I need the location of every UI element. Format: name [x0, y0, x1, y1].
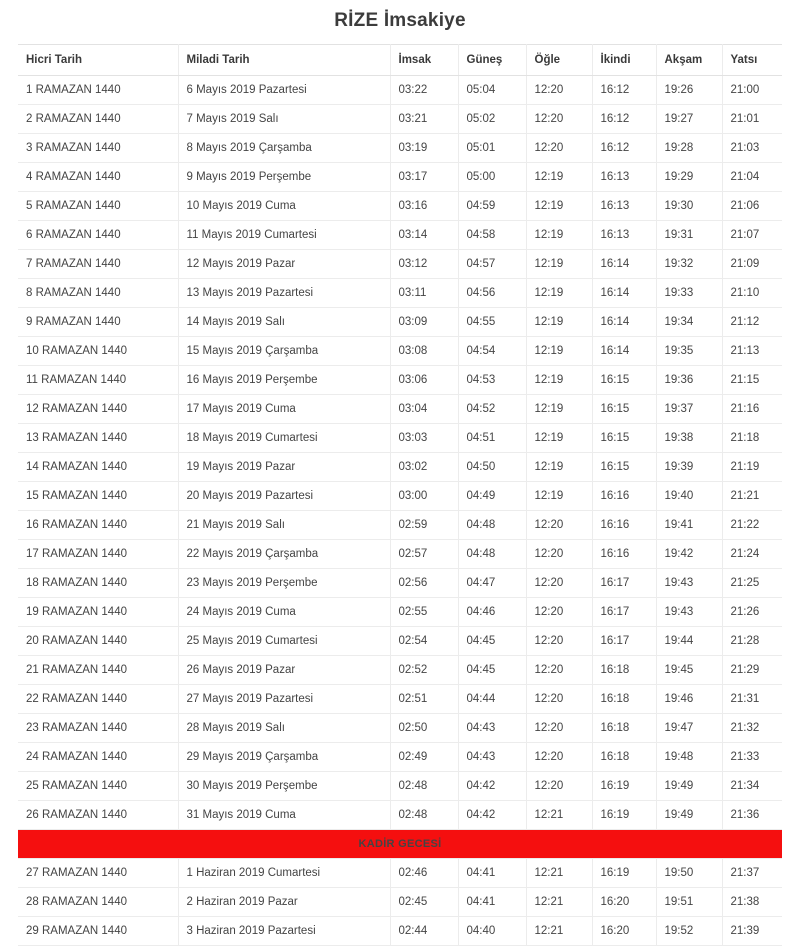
table-cell: 6 RAMAZAN 1440 [18, 221, 178, 250]
table-cell: 16:18 [592, 743, 656, 772]
table-cell: 2 Haziran 2019 Pazar [178, 888, 390, 917]
table-cell: 16:18 [592, 714, 656, 743]
table-cell: 19:38 [656, 424, 722, 453]
table-cell: 21:19 [722, 453, 782, 482]
table-cell: 03:02 [390, 453, 458, 482]
table-cell: 12:19 [526, 308, 592, 337]
table-cell: 20 Mayıs 2019 Pazartesi [178, 482, 390, 511]
table-cell: 19:43 [656, 598, 722, 627]
page-title: RİZE İmsakiye [334, 10, 466, 31]
table-cell: 28 Mayıs 2019 Salı [178, 714, 390, 743]
table-row [18, 482, 782, 511]
table-row [18, 598, 782, 627]
table-row [18, 192, 782, 221]
table-cell: 21:37 [722, 859, 782, 888]
table-row [18, 772, 782, 801]
table-cell: 19:39 [656, 453, 722, 482]
table-cell: 04:48 [458, 511, 526, 540]
table-cell: 16:16 [592, 482, 656, 511]
column-header-aksam: Akşam [656, 45, 722, 76]
table-row [18, 685, 782, 714]
table-cell: 12:20 [526, 76, 592, 105]
table-cell: 12:19 [526, 221, 592, 250]
table-cell: 16:17 [592, 627, 656, 656]
table-cell: 03:17 [390, 163, 458, 192]
table-cell: 21:10 [722, 279, 782, 308]
table-cell: 02:46 [390, 859, 458, 888]
table-cell: 4 RAMAZAN 1440 [18, 163, 178, 192]
table-cell: 12:20 [526, 772, 592, 801]
table-cell: 16:14 [592, 308, 656, 337]
table-cell: 19:36 [656, 366, 722, 395]
table-cell: 19:35 [656, 337, 722, 366]
table-cell: 3 RAMAZAN 1440 [18, 134, 178, 163]
table-cell: 16:19 [592, 801, 656, 830]
table-cell: 31 Mayıs 2019 Cuma [178, 801, 390, 830]
table-cell: 21 Mayıs 2019 Salı [178, 511, 390, 540]
table-row [18, 569, 782, 598]
table-cell: 16:20 [592, 917, 656, 946]
table-cell: 16:14 [592, 250, 656, 279]
table-cell: 16:17 [592, 598, 656, 627]
table-row [18, 163, 782, 192]
column-header-ikindi: İkindi [592, 45, 656, 76]
table-cell: 12:19 [526, 395, 592, 424]
table-row [18, 801, 782, 830]
table-cell: 19:40 [656, 482, 722, 511]
table-cell: 19:32 [656, 250, 722, 279]
table-cell: 12:20 [526, 598, 592, 627]
table-cell: 16 Mayıs 2019 Perşembe [178, 366, 390, 395]
table-cell: 12:20 [526, 569, 592, 598]
table-cell: 19:31 [656, 221, 722, 250]
table-cell: 16:12 [592, 76, 656, 105]
table-cell: 19:48 [656, 743, 722, 772]
table-cell: 12:19 [526, 424, 592, 453]
table-cell: 12:20 [526, 714, 592, 743]
table-cell: 16:13 [592, 163, 656, 192]
table-cell: 02:50 [390, 714, 458, 743]
table-cell: 16:12 [592, 105, 656, 134]
table-row [18, 105, 782, 134]
table-cell: 27 RAMAZAN 1440 [18, 859, 178, 888]
table-cell: 02:48 [390, 801, 458, 830]
table-cell: 02:44 [390, 917, 458, 946]
table-cell: 8 Mayıs 2019 Çarşamba [178, 134, 390, 163]
table-cell: 11 RAMAZAN 1440 [18, 366, 178, 395]
table-cell: 04:46 [458, 598, 526, 627]
table-cell: 21:16 [722, 395, 782, 424]
table-cell: 10 RAMAZAN 1440 [18, 337, 178, 366]
table-cell: 12:19 [526, 279, 592, 308]
table-cell: 17 RAMAZAN 1440 [18, 540, 178, 569]
table-cell: 21:03 [722, 134, 782, 163]
table-row [18, 627, 782, 656]
table-cell: 04:52 [458, 395, 526, 424]
table-cell: 16:15 [592, 366, 656, 395]
table-cell: 29 Mayıs 2019 Çarşamba [178, 743, 390, 772]
table-cell: 19:44 [656, 627, 722, 656]
table-cell: 16:14 [592, 279, 656, 308]
table-cell: 18 RAMAZAN 1440 [18, 569, 178, 598]
table-cell: 04:53 [458, 366, 526, 395]
imsakiye-table [18, 44, 782, 946]
table-cell: 03:03 [390, 424, 458, 453]
table-cell: 12:19 [526, 337, 592, 366]
table-cell: 10 Mayıs 2019 Cuma [178, 192, 390, 221]
table-row [18, 221, 782, 250]
table-cell: 04:40 [458, 917, 526, 946]
table-cell: 19:27 [656, 105, 722, 134]
table-cell: 04:41 [458, 859, 526, 888]
table-cell: 02:57 [390, 540, 458, 569]
table-cell: 16:19 [592, 772, 656, 801]
table-cell: 19:52 [656, 917, 722, 946]
table-cell: 21:00 [722, 76, 782, 105]
table-cell: 16:12 [592, 134, 656, 163]
table-cell: 04:54 [458, 337, 526, 366]
table-cell: 19:26 [656, 76, 722, 105]
table-cell: 16:19 [592, 859, 656, 888]
table-cell: 15 Mayıs 2019 Çarşamba [178, 337, 390, 366]
table-cell: 28 RAMAZAN 1440 [18, 888, 178, 917]
table-cell: 12 RAMAZAN 1440 [18, 395, 178, 424]
table-cell: 12:20 [526, 685, 592, 714]
table-cell: 19 RAMAZAN 1440 [18, 598, 178, 627]
table-row [18, 511, 782, 540]
table-cell: 02:45 [390, 888, 458, 917]
table-cell: 02:48 [390, 772, 458, 801]
table-cell: 19:34 [656, 308, 722, 337]
table-cell: 12:19 [526, 366, 592, 395]
table-cell: 04:48 [458, 540, 526, 569]
table-cell: 12:20 [526, 105, 592, 134]
table-cell: 16:15 [592, 424, 656, 453]
table-cell: 16:16 [592, 511, 656, 540]
table-cell: 21:22 [722, 511, 782, 540]
column-header-ogle: Öğle [526, 45, 592, 76]
table-cell: 13 RAMAZAN 1440 [18, 424, 178, 453]
kadir-gecesi-label: KADİR GECESİ [18, 830, 782, 859]
table-cell: 30 Mayıs 2019 Perşembe [178, 772, 390, 801]
table-cell: 7 Mayıs 2019 Salı [178, 105, 390, 134]
table-cell: 21:06 [722, 192, 782, 221]
table-cell: 04:50 [458, 453, 526, 482]
table-row [18, 540, 782, 569]
table-row [18, 714, 782, 743]
table-cell: 17 Mayıs 2019 Cuma [178, 395, 390, 424]
table-cell: 12:19 [526, 250, 592, 279]
kadir-gecesi-row [18, 830, 782, 859]
table-cell: 02:51 [390, 685, 458, 714]
table-cell: 21:12 [722, 308, 782, 337]
table-cell: 02:56 [390, 569, 458, 598]
table-cell: 11 Mayıs 2019 Cumartesi [178, 221, 390, 250]
table-cell: 21:25 [722, 569, 782, 598]
table-cell: 04:55 [458, 308, 526, 337]
table-cell: 16:17 [592, 569, 656, 598]
table-cell: 04:41 [458, 888, 526, 917]
table-row [18, 917, 782, 946]
table-cell: 29 RAMAZAN 1440 [18, 917, 178, 946]
table-cell: 12:21 [526, 917, 592, 946]
table-cell: 04:43 [458, 714, 526, 743]
table-cell: 16:18 [592, 685, 656, 714]
table-cell: 25 Mayıs 2019 Cumartesi [178, 627, 390, 656]
table-cell: 19:43 [656, 569, 722, 598]
table-cell: 19:29 [656, 163, 722, 192]
table-row [18, 250, 782, 279]
table-cell: 1 RAMAZAN 1440 [18, 76, 178, 105]
table-cell: 04:59 [458, 192, 526, 221]
table-row [18, 366, 782, 395]
table-cell: 19:49 [656, 772, 722, 801]
table-cell: 04:45 [458, 627, 526, 656]
table-cell: 21:18 [722, 424, 782, 453]
table-cell: 25 RAMAZAN 1440 [18, 772, 178, 801]
table-cell: 02:54 [390, 627, 458, 656]
table-cell: 21:15 [722, 366, 782, 395]
table-cell: 03:12 [390, 250, 458, 279]
table-cell: 26 RAMAZAN 1440 [18, 801, 178, 830]
table-cell: 9 Mayıs 2019 Perşembe [178, 163, 390, 192]
table-cell: 04:45 [458, 656, 526, 685]
table-cell: 23 RAMAZAN 1440 [18, 714, 178, 743]
table-cell: 03:21 [390, 105, 458, 134]
table-cell: 03:14 [390, 221, 458, 250]
table-cell: 21:39 [722, 917, 782, 946]
table-cell: 12:21 [526, 801, 592, 830]
column-header-yatsi: Yatsı [722, 45, 782, 76]
table-header [18, 45, 782, 76]
table-cell: 21:33 [722, 743, 782, 772]
table-cell: 19:45 [656, 656, 722, 685]
table-row [18, 279, 782, 308]
table-cell: 19:30 [656, 192, 722, 221]
table-cell: 19:49 [656, 801, 722, 830]
table-cell: 19:50 [656, 859, 722, 888]
table-cell: 19:33 [656, 279, 722, 308]
table-cell: 05:02 [458, 105, 526, 134]
table-cell: 21:34 [722, 772, 782, 801]
table-cell: 02:59 [390, 511, 458, 540]
table-row [18, 76, 782, 105]
table-cell: 23 Mayıs 2019 Perşembe [178, 569, 390, 598]
table-cell: 16:13 [592, 221, 656, 250]
table-header-row [18, 45, 782, 76]
table-body [18, 76, 782, 946]
table-cell: 22 RAMAZAN 1440 [18, 685, 178, 714]
table-cell: 03:19 [390, 134, 458, 163]
table-row [18, 656, 782, 685]
table-cell: 05:04 [458, 76, 526, 105]
table-cell: 16:15 [592, 453, 656, 482]
table-cell: 26 Mayıs 2019 Pazar [178, 656, 390, 685]
table-cell: 02:52 [390, 656, 458, 685]
table-cell: 24 RAMAZAN 1440 [18, 743, 178, 772]
table-cell: 03:22 [390, 76, 458, 105]
table-row [18, 743, 782, 772]
table-cell: 04:42 [458, 772, 526, 801]
table-cell: 12:20 [526, 656, 592, 685]
table-cell: 05:00 [458, 163, 526, 192]
table-cell: 22 Mayıs 2019 Çarşamba [178, 540, 390, 569]
table-cell: 3 Haziran 2019 Pazartesi [178, 917, 390, 946]
table-cell: 19:37 [656, 395, 722, 424]
table-cell: 21:01 [722, 105, 782, 134]
table-cell: 16:20 [592, 888, 656, 917]
table-cell: 12:19 [526, 163, 592, 192]
table-cell: 21 RAMAZAN 1440 [18, 656, 178, 685]
table-cell: 21:07 [722, 221, 782, 250]
table-cell: 5 RAMAZAN 1440 [18, 192, 178, 221]
table-cell: 21:24 [722, 540, 782, 569]
table-cell: 2 RAMAZAN 1440 [18, 105, 178, 134]
table-cell: 03:00 [390, 482, 458, 511]
table-cell: 03:04 [390, 395, 458, 424]
table-cell: 03:11 [390, 279, 458, 308]
table-row [18, 134, 782, 163]
table-cell: 12:19 [526, 192, 592, 221]
table-cell: 16:16 [592, 540, 656, 569]
table-cell: 8 RAMAZAN 1440 [18, 279, 178, 308]
column-header-gunes: Güneş [458, 45, 526, 76]
table-cell: 21:38 [722, 888, 782, 917]
table-cell: 14 Mayıs 2019 Salı [178, 308, 390, 337]
table-cell: 04:42 [458, 801, 526, 830]
table-cell: 02:55 [390, 598, 458, 627]
table-cell: 02:49 [390, 743, 458, 772]
table-cell: 04:44 [458, 685, 526, 714]
table-cell: 04:58 [458, 221, 526, 250]
table-cell: 24 Mayıs 2019 Cuma [178, 598, 390, 627]
table-cell: 12:19 [526, 482, 592, 511]
table-cell: 03:06 [390, 366, 458, 395]
table-cell: 03:08 [390, 337, 458, 366]
table-cell: 12:20 [526, 134, 592, 163]
table-cell: 04:43 [458, 743, 526, 772]
table-cell: 21:29 [722, 656, 782, 685]
table-cell: 12:21 [526, 859, 592, 888]
table-cell: 21:04 [722, 163, 782, 192]
table-cell: 19:42 [656, 540, 722, 569]
table-cell: 03:16 [390, 192, 458, 221]
table-cell: 04:47 [458, 569, 526, 598]
table-cell: 16:15 [592, 395, 656, 424]
table-cell: 16:13 [592, 192, 656, 221]
table-cell: 7 RAMAZAN 1440 [18, 250, 178, 279]
table-cell: 13 Mayıs 2019 Pazartesi [178, 279, 390, 308]
table-cell: 21:28 [722, 627, 782, 656]
table-cell: 14 RAMAZAN 1440 [18, 453, 178, 482]
table-cell: 04:57 [458, 250, 526, 279]
table-cell: 21:32 [722, 714, 782, 743]
table-row [18, 395, 782, 424]
table-cell: 21:26 [722, 598, 782, 627]
table-cell: 21:09 [722, 250, 782, 279]
table-row [18, 888, 782, 917]
table-cell: 19:46 [656, 685, 722, 714]
table-cell: 19 Mayıs 2019 Pazar [178, 453, 390, 482]
table-cell: 12 Mayıs 2019 Pazar [178, 250, 390, 279]
table-row [18, 424, 782, 453]
column-header-miladi-tarih: Miladi Tarih [178, 45, 390, 76]
table-cell: 12:21 [526, 888, 592, 917]
table-cell: 21:36 [722, 801, 782, 830]
table-cell: 18 Mayıs 2019 Cumartesi [178, 424, 390, 453]
table-cell: 12:20 [526, 627, 592, 656]
column-header-hicri-tarih: Hicri Tarih [18, 45, 178, 76]
table-cell: 04:51 [458, 424, 526, 453]
table-cell: 15 RAMAZAN 1440 [18, 482, 178, 511]
table-cell: 04:49 [458, 482, 526, 511]
table-row [18, 308, 782, 337]
table-cell: 12:20 [526, 511, 592, 540]
table-cell: 16:18 [592, 656, 656, 685]
table-cell: 19:47 [656, 714, 722, 743]
table-cell: 21:31 [722, 685, 782, 714]
table-cell: 16 RAMAZAN 1440 [18, 511, 178, 540]
table-cell: 1 Haziran 2019 Cumartesi [178, 859, 390, 888]
table-cell: 21:21 [722, 482, 782, 511]
table-cell: 21:13 [722, 337, 782, 366]
table-row [18, 453, 782, 482]
table-cell: 19:28 [656, 134, 722, 163]
table-row [18, 337, 782, 366]
table-cell: 6 Mayıs 2019 Pazartesi [178, 76, 390, 105]
table-cell: 27 Mayıs 2019 Pazartesi [178, 685, 390, 714]
table-cell: 9 RAMAZAN 1440 [18, 308, 178, 337]
table-cell: 12:19 [526, 453, 592, 482]
column-header-imsak: İmsak [390, 45, 458, 76]
table-cell: 12:20 [526, 540, 592, 569]
table-cell: 04:56 [458, 279, 526, 308]
table-cell: 19:41 [656, 511, 722, 540]
table-cell: 16:14 [592, 337, 656, 366]
table-cell: 19:51 [656, 888, 722, 917]
table-cell: 12:20 [526, 743, 592, 772]
table-cell: 03:09 [390, 308, 458, 337]
table-cell: 05:01 [458, 134, 526, 163]
table-cell: 20 RAMAZAN 1440 [18, 627, 178, 656]
